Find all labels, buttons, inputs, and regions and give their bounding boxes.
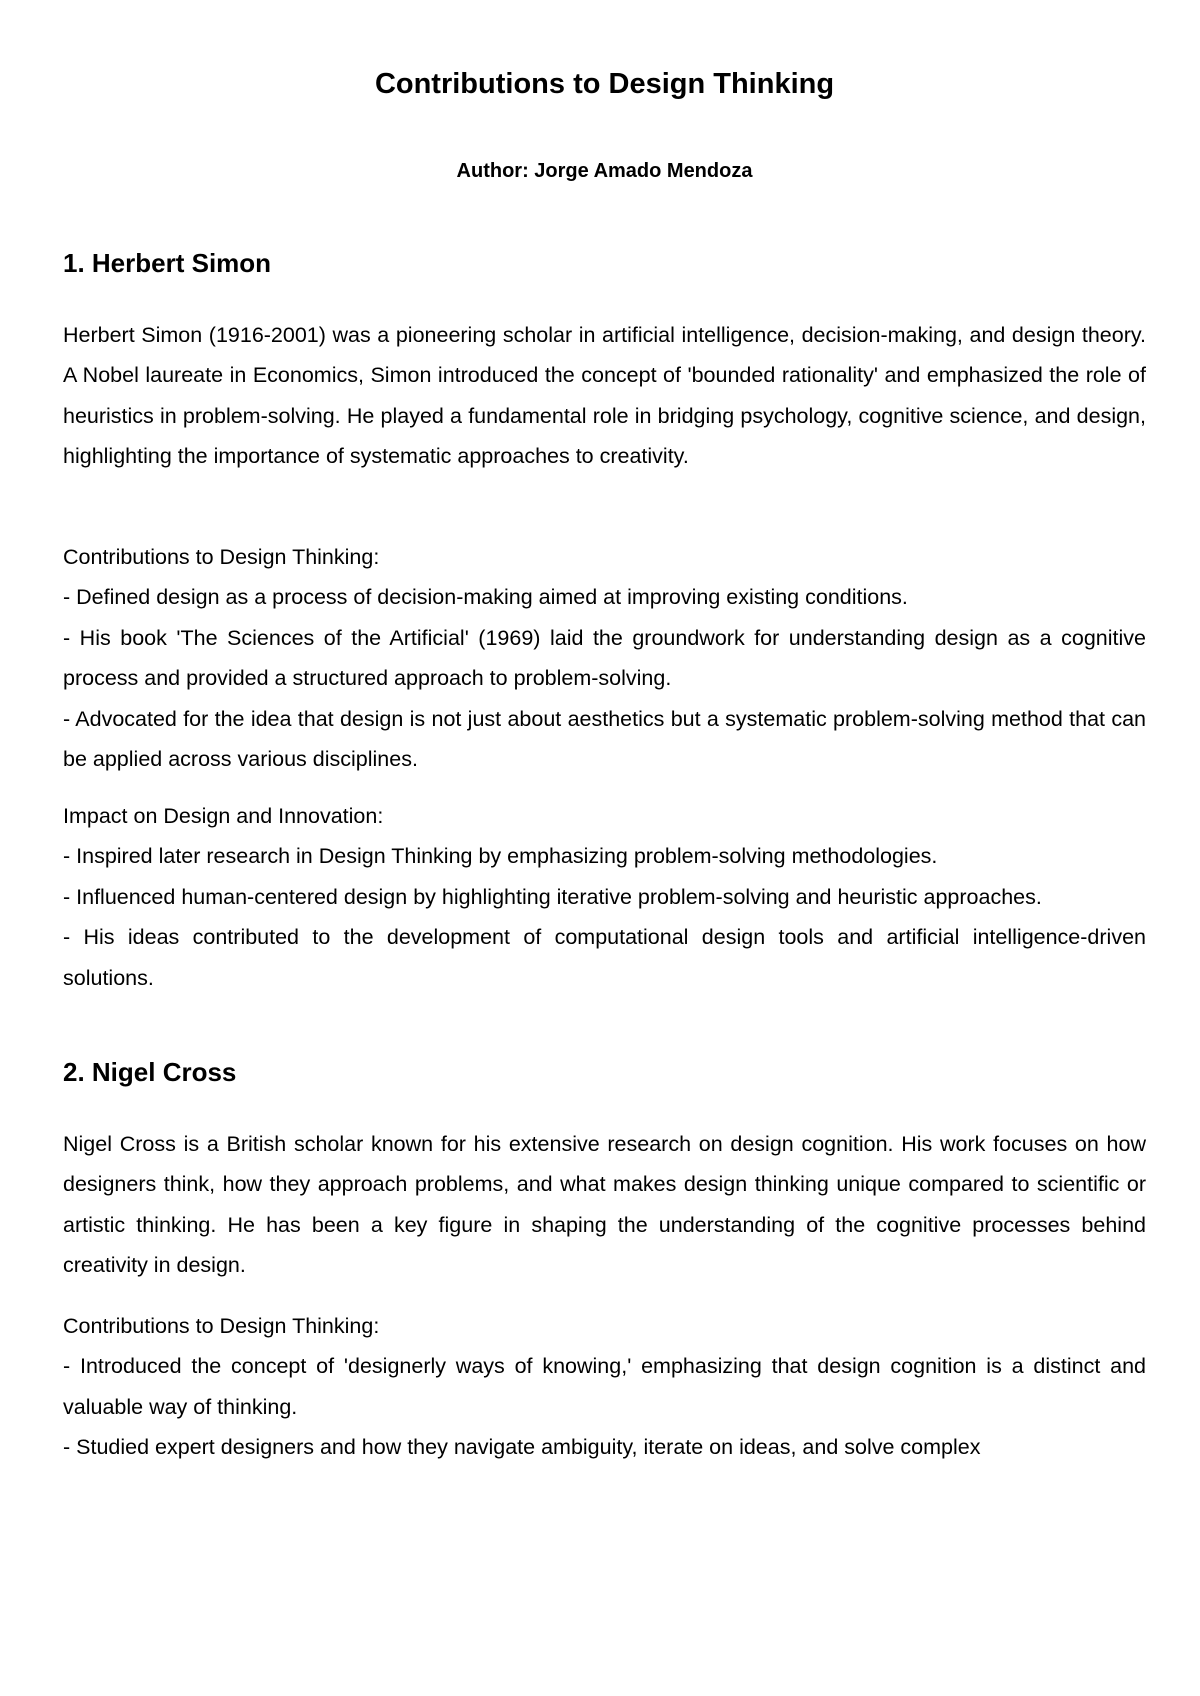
list-item: - His ideas contributed to the development of computational design tools and artificial intelligence-driven solutions. <box>63 925 1146 990</box>
section-intro-herbert-simon: Herbert Simon (1916-2001) was a pioneering scholar in artificial intelligence, decision-making, and design theory. A Nobel laureate in Economics, Simon introduced the concept of 'bounded rationality' and emphasized the role of heuristics in problem-solving. He played a fundamental role in bridging psychology, cognitive science, and design, highlighting the importance of systematic approaches to creativity. <box>63 323 1146 469</box>
contributions-list-herbert-simon <box>63 537 1146 779</box>
contributions-label: Contributions to Design Thinking: <box>63 545 380 569</box>
document-title: Contributions to Design Thinking <box>374 68 835 100</box>
impact-list-herbert-simon <box>63 796 1146 998</box>
impact-label: Impact on Design and Innovation: <box>63 804 384 828</box>
list-item: - Studied expert designers and how they navigate ambiguity, iterate on ideas, and solve complex <box>63 1435 981 1460</box>
section-heading-nigel-cross: 2. Nigel Cross <box>63 1057 237 1087</box>
document-author: Author: Jorge Amado Mendoza <box>456 160 753 182</box>
contributions-list-nigel-cross <box>63 1306 1146 1468</box>
list-item: - Advocated for the idea that design is not just about aesthetics but a systematic problem-solving method that can be applied across various disciplines. <box>63 706 1146 772</box>
list-item: - Inspired later research in Design Thinking by emphasizing problem-solving methodologies. <box>63 844 938 869</box>
list-item: - Influenced human-centered design by highlighting iterative problem-solving and heuristic approaches. <box>63 884 1042 909</box>
section-intro-nigel-cross: Nigel Cross is a British scholar known for his extensive research on design cognition. His work focuses on how designers think, how they approach problems, and what makes design thinking unique compared to scientific or artistic thinking. He has been a key figure in shaping the understanding of the cognitive processes behind creativity in design. <box>63 1132 1146 1278</box>
list-item: - His book 'The Sciences of the Artificial' (1969) laid the groundwork for understanding design as a cognitive process and provided a structured approach to problem-solving. <box>63 625 1146 691</box>
list-item: - Introduced the concept of 'designerly ways of knowing,' emphasizing that design cognition is a distinct and valuable way of thinking. <box>63 1354 1146 1419</box>
section-heading-herbert-simon: 1. Herbert Simon <box>63 248 272 278</box>
contributions-label: Contributions to Design Thinking: <box>63 1314 380 1338</box>
list-item: - Defined design as a process of decision-making aimed at improving existing conditions. <box>63 585 908 610</box>
